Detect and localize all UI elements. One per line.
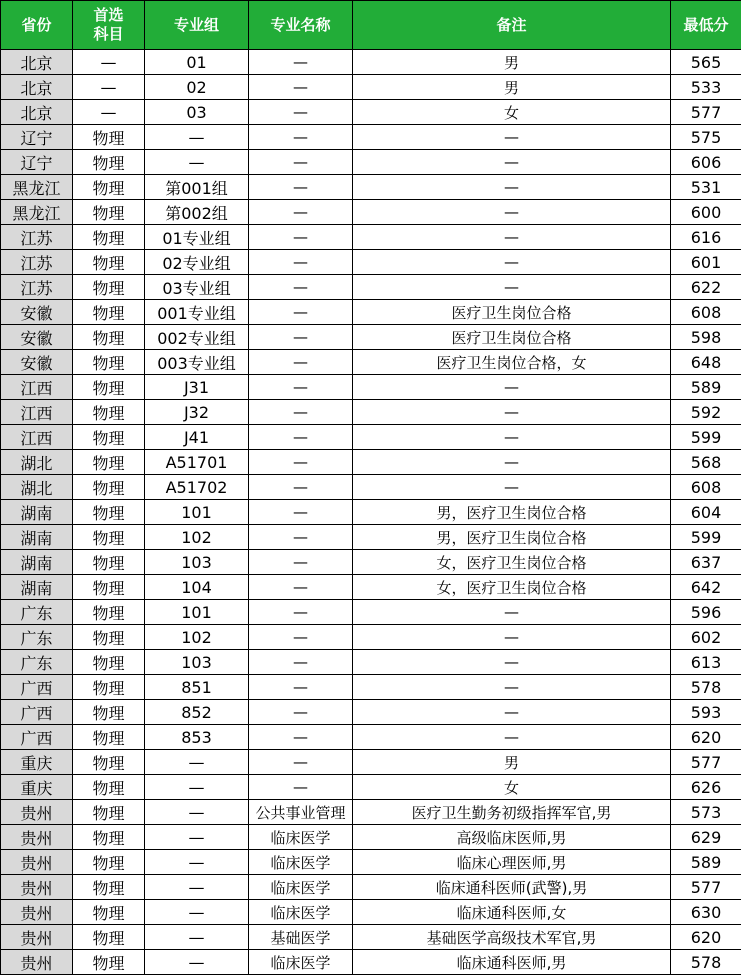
cell-province: 黑龙江	[1, 200, 73, 225]
table-row	[1, 175, 741, 200]
cell-group: —	[145, 150, 249, 175]
cell-group: 853	[145, 725, 249, 750]
cell-note: 男，医疗卫生岗位合格	[353, 500, 671, 525]
cell-major: —	[249, 100, 353, 125]
table-row	[1, 425, 741, 450]
cell-major: —	[249, 400, 353, 425]
cell-min-score: 598	[671, 325, 741, 350]
table-row	[1, 600, 741, 625]
cell-subject: 物理	[73, 625, 145, 650]
table-row	[1, 950, 741, 975]
cell-note: —	[353, 475, 671, 500]
table-row	[1, 375, 741, 400]
cell-group: 002专业组	[145, 325, 249, 350]
cell-major: —	[249, 475, 353, 500]
cell-note: 女	[353, 775, 671, 800]
cell-group: 102	[145, 525, 249, 550]
cell-major: —	[249, 450, 353, 475]
cell-major: —	[249, 125, 353, 150]
cell-major: —	[249, 300, 353, 325]
cell-group: —	[145, 900, 249, 925]
cell-note: 临床心理医师,男	[353, 850, 671, 875]
cell-major: —	[249, 700, 353, 725]
cell-group: 第002组	[145, 200, 249, 225]
cell-major: —	[249, 200, 353, 225]
cell-subject: 物理	[73, 600, 145, 625]
cell-min-score: 575	[671, 125, 741, 150]
cell-note: 临床通科医师,女	[353, 900, 671, 925]
cell-min-score: 620	[671, 725, 741, 750]
cell-group: A51702	[145, 475, 249, 500]
cell-min-score: 630	[671, 900, 741, 925]
cell-note: —	[353, 675, 671, 700]
cell-group: 003专业组	[145, 350, 249, 375]
table-row	[1, 875, 741, 900]
table-row	[1, 625, 741, 650]
cell-province: 江西	[1, 425, 73, 450]
table-row	[1, 575, 741, 600]
cell-group: —	[145, 875, 249, 900]
cell-province: 贵州	[1, 825, 73, 850]
cell-group: —	[145, 850, 249, 875]
cell-major: —	[249, 750, 353, 775]
cell-note: —	[353, 125, 671, 150]
cell-note: 女，医疗卫生岗位合格	[353, 550, 671, 575]
cell-min-score: 606	[671, 150, 741, 175]
cell-major: —	[249, 425, 353, 450]
cell-min-score: 620	[671, 925, 741, 950]
cell-subject: —	[73, 100, 145, 125]
header-note: 备注	[353, 1, 671, 50]
cell-min-score: 600	[671, 200, 741, 225]
cell-major: —	[249, 775, 353, 800]
cell-min-score: 602	[671, 625, 741, 650]
cell-subject: 物理	[73, 725, 145, 750]
table-row	[1, 825, 741, 850]
cell-major: —	[249, 525, 353, 550]
cell-note: —	[353, 425, 671, 450]
header-row	[1, 1, 741, 50]
cell-subject: 物理	[73, 500, 145, 525]
cell-group: —	[145, 775, 249, 800]
cell-province: 广东	[1, 600, 73, 625]
table-row	[1, 650, 741, 675]
table-row	[1, 125, 741, 150]
cell-note: 女，医疗卫生岗位合格	[353, 575, 671, 600]
cell-group: 001专业组	[145, 300, 249, 325]
cell-province: 黑龙江	[1, 175, 73, 200]
cell-major: —	[249, 50, 353, 75]
table-row	[1, 100, 741, 125]
cell-province: 江苏	[1, 250, 73, 275]
cell-group: —	[145, 125, 249, 150]
cell-note: —	[353, 175, 671, 200]
header-province: 省份	[1, 1, 73, 50]
cell-min-score: 616	[671, 225, 741, 250]
cell-province: 广西	[1, 675, 73, 700]
cell-subject: 物理	[73, 700, 145, 725]
table-row	[1, 150, 741, 175]
cell-note: 男	[353, 750, 671, 775]
table-row	[1, 300, 741, 325]
cell-subject: 物理	[73, 250, 145, 275]
table-row	[1, 900, 741, 925]
cell-subject: 物理	[73, 150, 145, 175]
cell-min-score: 613	[671, 650, 741, 675]
cell-note: 高级临床医师,男	[353, 825, 671, 850]
cell-province: 安徽	[1, 300, 73, 325]
cell-group: 101	[145, 600, 249, 625]
cell-subject: —	[73, 50, 145, 75]
table-row	[1, 75, 741, 100]
cell-group: —	[145, 825, 249, 850]
cell-major: —	[249, 275, 353, 300]
cell-min-score: 577	[671, 750, 741, 775]
cell-note: —	[353, 450, 671, 475]
cell-subject: 物理	[73, 450, 145, 475]
cell-province: 湖北	[1, 450, 73, 475]
cell-min-score: 568	[671, 450, 741, 475]
cell-province: 贵州	[1, 925, 73, 950]
cell-min-score: 599	[671, 525, 741, 550]
cell-subject: 物理	[73, 750, 145, 775]
cell-group: 03专业组	[145, 275, 249, 300]
cell-province: 湖南	[1, 525, 73, 550]
cell-min-score: 531	[671, 175, 741, 200]
table-row	[1, 550, 741, 575]
cell-min-score: 601	[671, 250, 741, 275]
cell-min-score: 637	[671, 550, 741, 575]
cell-province: 江西	[1, 400, 73, 425]
cell-group: 02专业组	[145, 250, 249, 275]
cell-major: 临床医学	[249, 875, 353, 900]
cell-min-score: 578	[671, 950, 741, 975]
table-row	[1, 700, 741, 725]
cell-note: —	[353, 400, 671, 425]
cell-subject: —	[73, 75, 145, 100]
table-row	[1, 275, 741, 300]
table-row	[1, 450, 741, 475]
table-body	[1, 50, 741, 975]
cell-province: 广西	[1, 725, 73, 750]
cell-group: 第001组	[145, 175, 249, 200]
cell-min-score: 642	[671, 575, 741, 600]
cell-major: —	[249, 350, 353, 375]
cell-subject: 物理	[73, 525, 145, 550]
cell-min-score: 648	[671, 350, 741, 375]
cell-major: —	[249, 550, 353, 575]
header-subject-line1: 首选	[93, 6, 124, 24]
cell-note: —	[353, 150, 671, 175]
cell-min-score: 604	[671, 500, 741, 525]
cell-note: —	[353, 250, 671, 275]
cell-major: —	[249, 225, 353, 250]
cell-subject: 物理	[73, 125, 145, 150]
cell-group: 852	[145, 700, 249, 725]
cell-subject: 物理	[73, 675, 145, 700]
table-row	[1, 350, 741, 375]
cell-major: —	[249, 500, 353, 525]
cell-note: 医疗卫生岗位合格，女	[353, 350, 671, 375]
cell-subject: 物理	[73, 550, 145, 575]
cell-province: 贵州	[1, 850, 73, 875]
cell-min-score: 577	[671, 100, 741, 125]
cell-min-score: 626	[671, 775, 741, 800]
cell-min-score: 593	[671, 700, 741, 725]
cell-min-score: 589	[671, 375, 741, 400]
cell-note: 男，医疗卫生岗位合格	[353, 525, 671, 550]
cell-major: —	[249, 375, 353, 400]
cell-min-score: 599	[671, 425, 741, 450]
cell-province: 湖北	[1, 475, 73, 500]
cell-group: —	[145, 925, 249, 950]
cell-province: 广东	[1, 625, 73, 650]
cell-province: 广西	[1, 700, 73, 725]
cell-province: 江苏	[1, 275, 73, 300]
cell-subject: 物理	[73, 875, 145, 900]
cell-min-score: 592	[671, 400, 741, 425]
cell-major: —	[249, 325, 353, 350]
cell-major: —	[249, 650, 353, 675]
cell-subject: 物理	[73, 175, 145, 200]
cell-note: 女	[353, 100, 671, 125]
cell-group: 103	[145, 550, 249, 575]
cell-group: 101	[145, 500, 249, 525]
cell-major: 临床医学	[249, 825, 353, 850]
cell-min-score: 608	[671, 300, 741, 325]
cell-group: —	[145, 800, 249, 825]
cell-major: 临床医学	[249, 900, 353, 925]
cell-subject: 物理	[73, 375, 145, 400]
cell-subject: 物理	[73, 800, 145, 825]
table-row	[1, 250, 741, 275]
cell-major: 临床医学	[249, 850, 353, 875]
cell-group: J32	[145, 400, 249, 425]
cell-note: —	[353, 700, 671, 725]
cell-group: 02	[145, 75, 249, 100]
cell-major: —	[249, 675, 353, 700]
cell-province: 北京	[1, 75, 73, 100]
cell-major: 基础医学	[249, 925, 353, 950]
cell-note: —	[353, 600, 671, 625]
cell-province: 安徽	[1, 350, 73, 375]
cell-group: 01	[145, 50, 249, 75]
cell-province: 江苏	[1, 225, 73, 250]
cell-note: 医疗卫生勤务初级指挥军官,男	[353, 800, 671, 825]
cell-province: 重庆	[1, 775, 73, 800]
table-row	[1, 925, 741, 950]
cell-province: 重庆	[1, 750, 73, 775]
cell-note: 男	[353, 50, 671, 75]
cell-min-score: 596	[671, 600, 741, 625]
table-row	[1, 750, 741, 775]
cell-group: 102	[145, 625, 249, 650]
cell-subject: 物理	[73, 225, 145, 250]
cell-major: 临床医学	[249, 950, 353, 975]
cell-province: 辽宁	[1, 150, 73, 175]
cell-major: —	[249, 250, 353, 275]
table-row	[1, 800, 741, 825]
cell-min-score: 577	[671, 875, 741, 900]
cell-major: —	[249, 625, 353, 650]
table-row	[1, 525, 741, 550]
table-row	[1, 850, 741, 875]
table-row	[1, 200, 741, 225]
cell-subject: 物理	[73, 575, 145, 600]
table-row	[1, 50, 741, 75]
cell-subject: 物理	[73, 350, 145, 375]
cell-province: 北京	[1, 100, 73, 125]
cell-min-score: 573	[671, 800, 741, 825]
cell-major: 公共事业管理	[249, 800, 353, 825]
cell-subject: 物理	[73, 825, 145, 850]
cell-major: —	[249, 175, 353, 200]
cell-group: 851	[145, 675, 249, 700]
cell-group: J31	[145, 375, 249, 400]
cell-province: 贵州	[1, 875, 73, 900]
cell-group: A51701	[145, 450, 249, 475]
cell-min-score: 565	[671, 50, 741, 75]
cell-note: —	[353, 225, 671, 250]
cell-subject: 物理	[73, 275, 145, 300]
cell-min-score: 629	[671, 825, 741, 850]
cell-group: —	[145, 750, 249, 775]
cell-province: 安徽	[1, 325, 73, 350]
table-row	[1, 325, 741, 350]
cell-note: 临床通科医师,男	[353, 950, 671, 975]
cell-province: 江西	[1, 375, 73, 400]
cell-major: —	[249, 575, 353, 600]
table-row	[1, 675, 741, 700]
cell-major: —	[249, 75, 353, 100]
cell-province: 辽宁	[1, 125, 73, 150]
cell-min-score: 533	[671, 75, 741, 100]
header-major: 专业名称	[249, 1, 353, 50]
cell-subject: 物理	[73, 925, 145, 950]
cell-subject: 物理	[73, 300, 145, 325]
cell-major: —	[249, 725, 353, 750]
cell-group: 03	[145, 100, 249, 125]
cell-group: J41	[145, 425, 249, 450]
cell-subject: 物理	[73, 425, 145, 450]
cell-province: 贵州	[1, 800, 73, 825]
cell-note: —	[353, 200, 671, 225]
cell-province: 贵州	[1, 950, 73, 975]
cell-province: 湖南	[1, 550, 73, 575]
cell-note: —	[353, 650, 671, 675]
cell-note: 临床通科医师(武警),男	[353, 875, 671, 900]
cell-note: —	[353, 625, 671, 650]
cell-note: 医疗卫生岗位合格	[353, 325, 671, 350]
cell-subject: 物理	[73, 475, 145, 500]
table-row	[1, 400, 741, 425]
header-min-score: 最低分	[671, 1, 741, 50]
cell-min-score: 622	[671, 275, 741, 300]
table-row	[1, 475, 741, 500]
cell-min-score: 608	[671, 475, 741, 500]
cell-subject: 物理	[73, 400, 145, 425]
table-row	[1, 500, 741, 525]
cell-group: 104	[145, 575, 249, 600]
header-group: 专业组	[145, 1, 249, 50]
cell-subject: 物理	[73, 650, 145, 675]
cell-major: —	[249, 150, 353, 175]
cell-province: 贵州	[1, 900, 73, 925]
cell-subject: 物理	[73, 900, 145, 925]
cell-subject: 物理	[73, 200, 145, 225]
cell-group: 103	[145, 650, 249, 675]
cell-note: —	[353, 275, 671, 300]
cell-group: —	[145, 950, 249, 975]
cell-province: 北京	[1, 50, 73, 75]
cell-subject: 物理	[73, 850, 145, 875]
cell-note: 基础医学高级技术军官,男	[353, 925, 671, 950]
table-row	[1, 775, 741, 800]
cell-subject: 物理	[73, 950, 145, 975]
cell-group: 01专业组	[145, 225, 249, 250]
table-row	[1, 725, 741, 750]
cell-subject: 物理	[73, 325, 145, 350]
cell-note: —	[353, 725, 671, 750]
cell-province: 湖南	[1, 500, 73, 525]
cell-major: —	[249, 600, 353, 625]
cell-note: 男	[353, 75, 671, 100]
cell-note: —	[353, 375, 671, 400]
header-subject	[73, 1, 145, 50]
cell-subject: 物理	[73, 775, 145, 800]
cell-province: 广东	[1, 650, 73, 675]
header-subject-line2: 科目	[93, 25, 124, 43]
cell-province: 湖南	[1, 575, 73, 600]
cell-min-score: 578	[671, 675, 741, 700]
table-row	[1, 225, 741, 250]
cell-note: 医疗卫生岗位合格	[353, 300, 671, 325]
cell-min-score: 589	[671, 850, 741, 875]
